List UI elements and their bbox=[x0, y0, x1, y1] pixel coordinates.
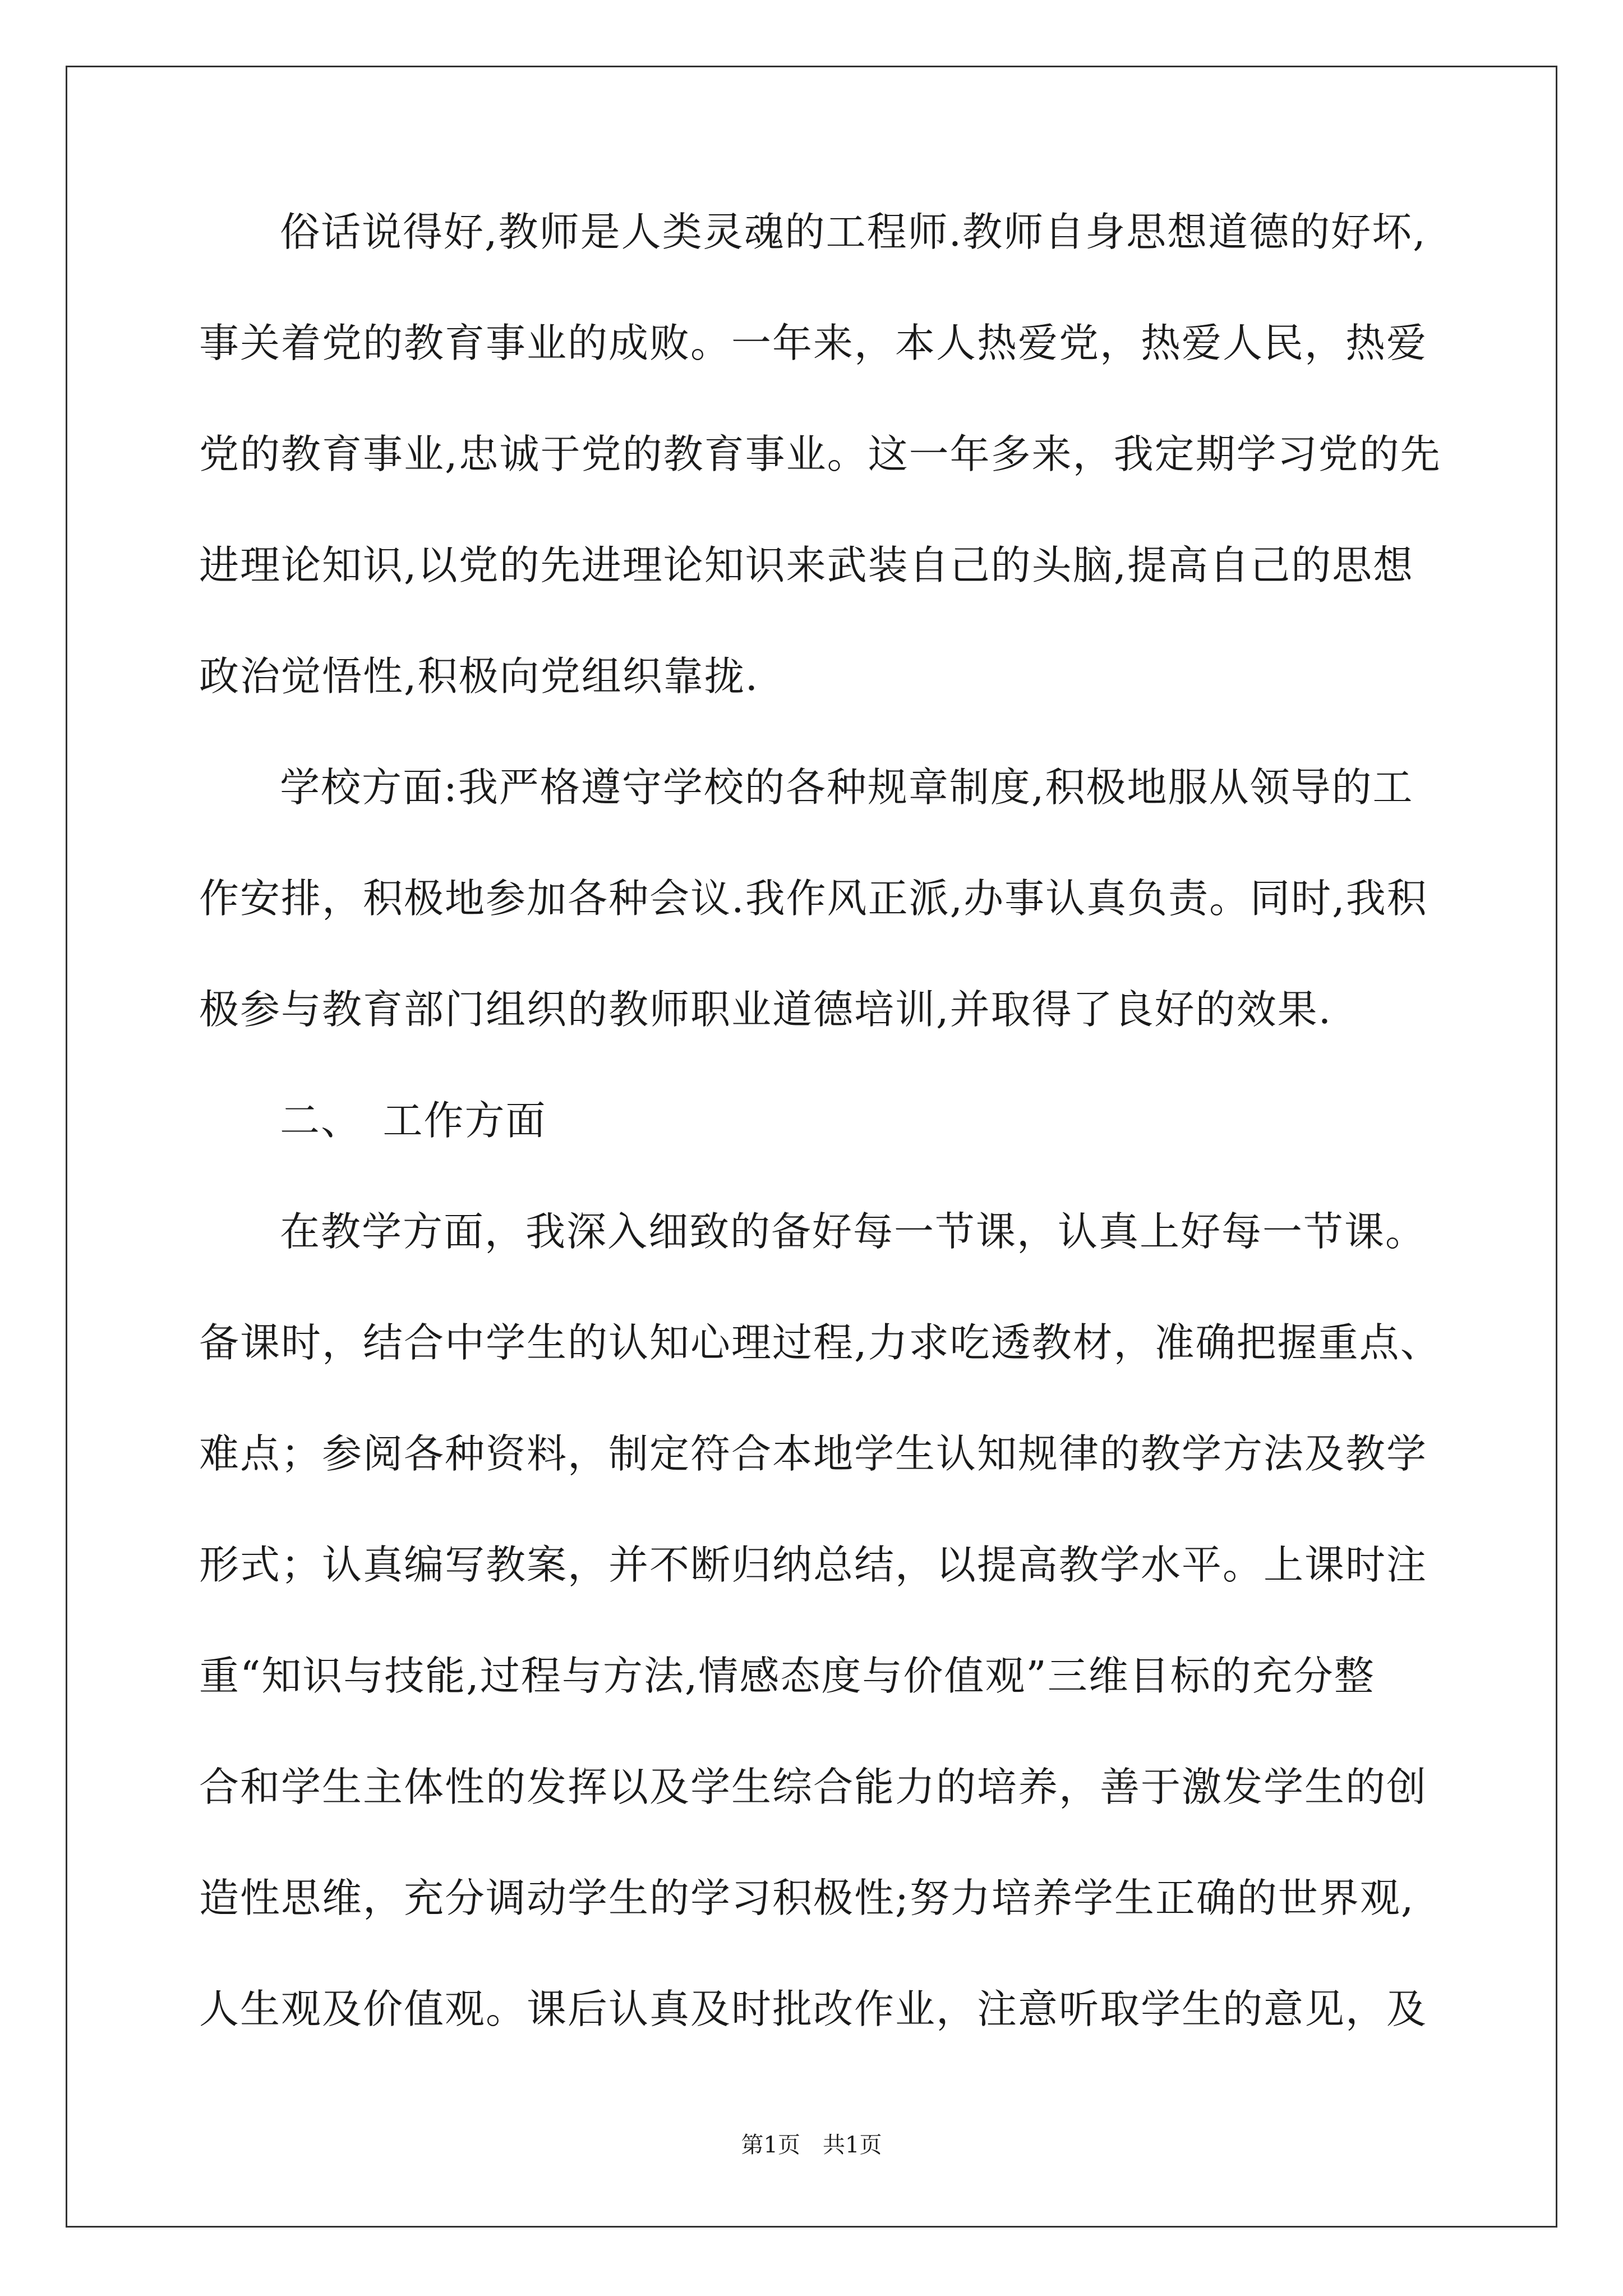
text-line: 进理论知识,以党的先进理论知识来武装自己的头脑,提高自己的思想 bbox=[199, 542, 1414, 588]
text-line: 难点；参阅各种资料，制定符合本地学生认知规律的教学方法及教学 bbox=[199, 1430, 1428, 1477]
text-line: 极参与教育部门组织的教师职业道德培训,并取得了良好的效果. bbox=[199, 986, 1332, 1033]
text-line: 二、 工作方面 bbox=[280, 1097, 547, 1144]
document-body bbox=[199, 209, 1441, 2100]
text-line: 作安排，积极地参加各种会议.我作风正派,办事认真负责。同时,我积 bbox=[199, 875, 1428, 922]
text-line: 在教学方面，我深入细致的备好每一节课，认真上好每一节课。 bbox=[280, 1208, 1427, 1255]
page-footer: 第1页 共1页 bbox=[741, 2132, 882, 2158]
text-line: 形式；认真编写教案，并不断归纳总结，以提高教学水平。上课时注 bbox=[199, 1542, 1428, 1588]
text-line: 俗话说得好,教师是人类灵魂的工程师.教师自身思想道德的好坏, bbox=[280, 209, 1427, 255]
text-line: 人生观及价值观。课后认真及时批改作业，注意听取学生的意见，及 bbox=[199, 1986, 1428, 2032]
text-line: 造性思维，充分调动学生的学习积极性;努力培养学生正确的世界观, bbox=[199, 1875, 1415, 1921]
text-line: 学校方面:我严格遵守学校的各种规章制度,积极地服从领导的工 bbox=[280, 764, 1414, 811]
text-line: 备课时，结合中学生的认知心理过程,力求吃透教材，准确把握重点、 bbox=[199, 1319, 1441, 1366]
text-line: 党的教育事业,忠诚于党的教育事业。这一年多来，我定期学习党的先 bbox=[199, 431, 1441, 477]
text-line: 政治觉悟性,积极向党组织靠拢. bbox=[199, 653, 759, 700]
text-line: 重“知识与技能,过程与方法,情感态度与价值观”三维目标的充分整 bbox=[199, 1653, 1375, 1699]
text-line: 合和学生主体性的发挥以及学生综合能力的培养，善于激发学生的创 bbox=[199, 1764, 1428, 1810]
text-line: 事关着党的教育事业的成败。一年来，本人热爱党，热爱人民，热爱 bbox=[199, 320, 1428, 366]
